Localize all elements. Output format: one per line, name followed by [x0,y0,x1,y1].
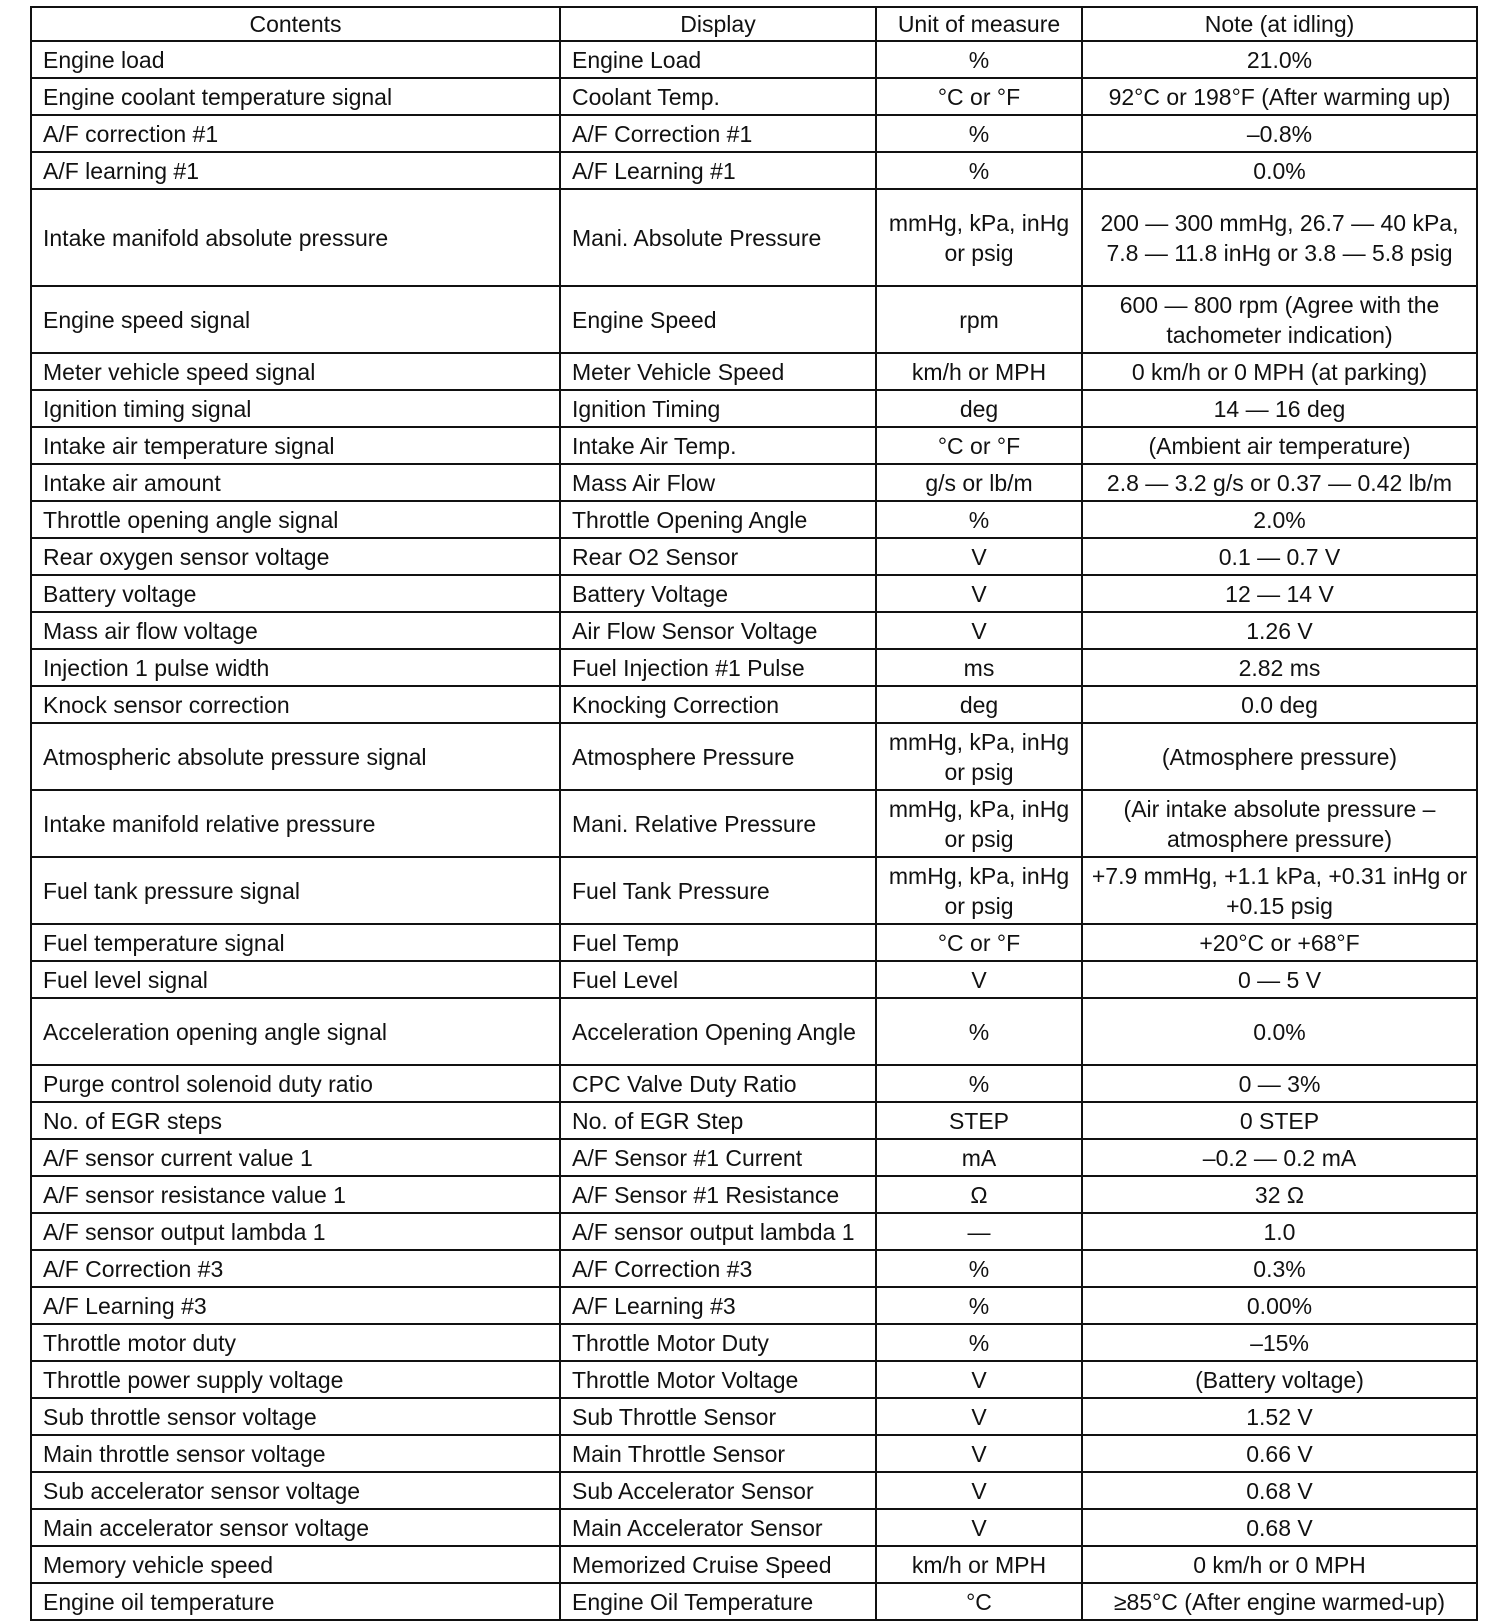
table-row [31,1176,1477,1213]
cell-display: Atmosphere Pressure [560,723,876,790]
table-row [31,1509,1477,1546]
cell-note: 0.1 — 0.7 V [1082,538,1477,575]
table-row [31,1065,1477,1102]
table-row [31,1546,1477,1583]
cell-note: 0.3% [1082,1250,1477,1287]
cell-display: Sub Accelerator Sensor [560,1472,876,1509]
header-display: Display [560,7,876,41]
cell-display: A/F Correction #3 [560,1250,876,1287]
cell-contents: Purge control solenoid duty ratio [31,1065,560,1102]
cell-unit: % [876,41,1082,78]
table-row [31,1583,1477,1620]
table-row [31,575,1477,612]
cell-note: 0 STEP [1082,1102,1477,1139]
cell-unit: V [876,612,1082,649]
cell-display: Fuel Temp [560,924,876,961]
table-row [31,1139,1477,1176]
cell-note: ≥85°C (After engine warmed-up) [1082,1583,1477,1620]
table-row [31,286,1477,353]
cell-display: A/F sensor output lambda 1 [560,1213,876,1250]
table-row [31,189,1477,286]
cell-contents: Main accelerator sensor voltage [31,1509,560,1546]
cell-contents: Intake air temperature signal [31,427,560,464]
cell-note: 21.0% [1082,41,1477,78]
cell-contents: No. of EGR steps [31,1102,560,1139]
header-note: Note (at idling) [1082,7,1477,41]
table-row [31,998,1477,1065]
cell-display: Main Throttle Sensor [560,1435,876,1472]
cell-note: 92°C or 198°F (After warming up) [1082,78,1477,115]
cell-unit: % [876,1287,1082,1324]
table-row [31,390,1477,427]
cell-unit: °C or °F [876,78,1082,115]
cell-contents: Engine oil temperature [31,1583,560,1620]
table-row [31,723,1477,790]
cell-note: –15% [1082,1324,1477,1361]
cell-unit: % [876,1250,1082,1287]
cell-display: Mass Air Flow [560,464,876,501]
cell-note: 14 — 16 deg [1082,390,1477,427]
cell-unit: deg [876,390,1082,427]
cell-contents: A/F correction #1 [31,115,560,152]
cell-note: 1.0 [1082,1213,1477,1250]
cell-note: 0.00% [1082,1287,1477,1324]
cell-unit: STEP [876,1102,1082,1139]
cell-note: (Air intake absolute pressure – atmosphere pressure) [1082,790,1477,857]
cell-note: 0 — 5 V [1082,961,1477,998]
cell-contents: Sub accelerator sensor voltage [31,1472,560,1509]
table-row [31,1287,1477,1324]
data-table-container [30,6,1476,1621]
table-row [31,1102,1477,1139]
cell-contents: Fuel level signal [31,961,560,998]
cell-note: (Ambient air temperature) [1082,427,1477,464]
table-row [31,857,1477,924]
cell-unit: — [876,1213,1082,1250]
table-header [31,7,1477,41]
cell-contents: Rear oxygen sensor voltage [31,538,560,575]
cell-display: Main Accelerator Sensor [560,1509,876,1546]
cell-note: 2.0% [1082,501,1477,538]
cell-unit: % [876,152,1082,189]
cell-unit: % [876,115,1082,152]
cell-unit: ms [876,649,1082,686]
cell-note: 0 km/h or 0 MPH (at parking) [1082,353,1477,390]
table-row [31,501,1477,538]
cell-display: Fuel Level [560,961,876,998]
cell-contents: Battery voltage [31,575,560,612]
cell-note: 200 — 300 mmHg, 26.7 — 40 kPa, 7.8 — 11.8 inHg or 3.8 — 5.8 psig [1082,189,1477,286]
cell-unit: °C or °F [876,924,1082,961]
cell-unit: mmHg, kPa, inHg or psig [876,857,1082,924]
cell-contents: A/F sensor current value 1 [31,1139,560,1176]
table-row [31,924,1477,961]
cell-unit: Ω [876,1176,1082,1213]
cell-unit: % [876,501,1082,538]
cell-display: Air Flow Sensor Voltage [560,612,876,649]
cell-unit: mmHg, kPa, inHg or psig [876,189,1082,286]
cell-contents: Mass air flow voltage [31,612,560,649]
cell-display: Meter Vehicle Speed [560,353,876,390]
cell-note: 2.82 ms [1082,649,1477,686]
table-row [31,1361,1477,1398]
cell-note: 1.26 V [1082,612,1477,649]
cell-contents: Intake manifold absolute pressure [31,189,560,286]
cell-contents: Main throttle sensor voltage [31,1435,560,1472]
cell-note: 0.0 deg [1082,686,1477,723]
table-row [31,649,1477,686]
table-row [31,1472,1477,1509]
cell-display: Fuel Tank Pressure [560,857,876,924]
cell-note: 0.0% [1082,998,1477,1065]
cell-note: 12 — 14 V [1082,575,1477,612]
cell-unit: % [876,1324,1082,1361]
table-row [31,538,1477,575]
cell-contents: Engine coolant temperature signal [31,78,560,115]
cell-note: +7.9 mmHg, +1.1 kPa, +0.31 inHg or +0.15 psig [1082,857,1477,924]
cell-display: A/F Correction #1 [560,115,876,152]
table-row [31,686,1477,723]
table-row [31,41,1477,78]
cell-contents: Throttle opening angle signal [31,501,560,538]
cell-unit: mmHg, kPa, inHg or psig [876,723,1082,790]
header-contents: Contents [31,7,560,41]
header-unit-of-measure: Unit of measure [876,7,1082,41]
cell-display: Throttle Opening Angle [560,501,876,538]
cell-contents: Intake air amount [31,464,560,501]
cell-note: 32 Ω [1082,1176,1477,1213]
cell-unit: V [876,1509,1082,1546]
cell-note: 0.68 V [1082,1509,1477,1546]
cell-contents: Throttle motor duty [31,1324,560,1361]
cell-unit: V [876,961,1082,998]
cell-display: Memorized Cruise Speed [560,1546,876,1583]
cell-display: A/F Learning #1 [560,152,876,189]
cell-unit: g/s or lb/m [876,464,1082,501]
cell-display: No. of EGR Step [560,1102,876,1139]
cell-contents: Engine load [31,41,560,78]
cell-contents: Engine speed signal [31,286,560,353]
cell-contents: Meter vehicle speed signal [31,353,560,390]
cell-display: Engine Oil Temperature [560,1583,876,1620]
table-row [31,152,1477,189]
table-row [31,78,1477,115]
cell-unit: mmHg, kPa, inHg or psig [876,790,1082,857]
cell-display: CPC Valve Duty Ratio [560,1065,876,1102]
table-row [31,1213,1477,1250]
cell-display: Engine Speed [560,286,876,353]
cell-display: A/F Sensor #1 Current [560,1139,876,1176]
cell-display: Rear O2 Sensor [560,538,876,575]
cell-unit: deg [876,686,1082,723]
cell-contents: Acceleration opening angle signal [31,998,560,1065]
cell-contents: A/F sensor output lambda 1 [31,1213,560,1250]
cell-note: +20°C or +68°F [1082,924,1477,961]
table-row [31,1435,1477,1472]
cell-unit: V [876,1472,1082,1509]
cell-display: Fuel Injection #1 Pulse [560,649,876,686]
monitor-data-table [30,6,1478,1621]
cell-note: 0 km/h or 0 MPH [1082,1546,1477,1583]
cell-note: 0 — 3% [1082,1065,1477,1102]
cell-unit: V [876,1361,1082,1398]
cell-contents: Ignition timing signal [31,390,560,427]
table-row [31,1398,1477,1435]
cell-contents: Injection 1 pulse width [31,649,560,686]
cell-unit: rpm [876,286,1082,353]
cell-unit: % [876,998,1082,1065]
cell-contents: Fuel tank pressure signal [31,857,560,924]
cell-unit: V [876,538,1082,575]
table-row [31,1324,1477,1361]
cell-note: 0.66 V [1082,1435,1477,1472]
cell-contents: Throttle power supply voltage [31,1361,560,1398]
table-row [31,790,1477,857]
table-row [31,464,1477,501]
table-row [31,961,1477,998]
table-row [31,115,1477,152]
table-row [31,427,1477,464]
cell-contents: Memory vehicle speed [31,1546,560,1583]
cell-display: Intake Air Temp. [560,427,876,464]
cell-note: (Atmosphere pressure) [1082,723,1477,790]
cell-unit: km/h or MPH [876,353,1082,390]
cell-note: –0.2 — 0.2 mA [1082,1139,1477,1176]
cell-unit: V [876,575,1082,612]
cell-display: Throttle Motor Voltage [560,1361,876,1398]
cell-note: 0.68 V [1082,1472,1477,1509]
cell-note: 0.0% [1082,152,1477,189]
cell-display: A/F Learning #3 [560,1287,876,1324]
cell-contents: Atmospheric absolute pressure signal [31,723,560,790]
cell-note: 1.52 V [1082,1398,1477,1435]
cell-unit: °C or °F [876,427,1082,464]
cell-unit: V [876,1435,1082,1472]
cell-unit: V [876,1398,1082,1435]
header-row [31,7,1477,41]
cell-display: Throttle Motor Duty [560,1324,876,1361]
cell-display: Ignition Timing [560,390,876,427]
cell-contents: Intake manifold relative pressure [31,790,560,857]
cell-display: Engine Load [560,41,876,78]
cell-contents: Sub throttle sensor voltage [31,1398,560,1435]
cell-contents: A/F Learning #3 [31,1287,560,1324]
cell-unit: mA [876,1139,1082,1176]
table-row [31,353,1477,390]
cell-unit: °C [876,1583,1082,1620]
cell-note: 2.8 — 3.2 g/s or 0.37 — 0.42 lb/m [1082,464,1477,501]
cell-display: A/F Sensor #1 Resistance [560,1176,876,1213]
cell-note: –0.8% [1082,115,1477,152]
cell-contents: A/F Correction #3 [31,1250,560,1287]
cell-display: Sub Throttle Sensor [560,1398,876,1435]
table-row [31,612,1477,649]
cell-display: Mani. Relative Pressure [560,790,876,857]
cell-contents: A/F learning #1 [31,152,560,189]
cell-display: Battery Voltage [560,575,876,612]
cell-note: 600 — 800 rpm (Agree with the tachometer indication) [1082,286,1477,353]
cell-note: (Battery voltage) [1082,1361,1477,1398]
cell-contents: A/F sensor resistance value 1 [31,1176,560,1213]
cell-contents: Fuel temperature signal [31,924,560,961]
cell-display: Mani. Absolute Pressure [560,189,876,286]
table-body [31,41,1477,1620]
cell-display: Knocking Correction [560,686,876,723]
cell-unit: % [876,1065,1082,1102]
cell-display: Acceleration Opening Angle [560,998,876,1065]
cell-unit: km/h or MPH [876,1546,1082,1583]
cell-display: Coolant Temp. [560,78,876,115]
cell-contents: Knock sensor correction [31,686,560,723]
table-row [31,1250,1477,1287]
